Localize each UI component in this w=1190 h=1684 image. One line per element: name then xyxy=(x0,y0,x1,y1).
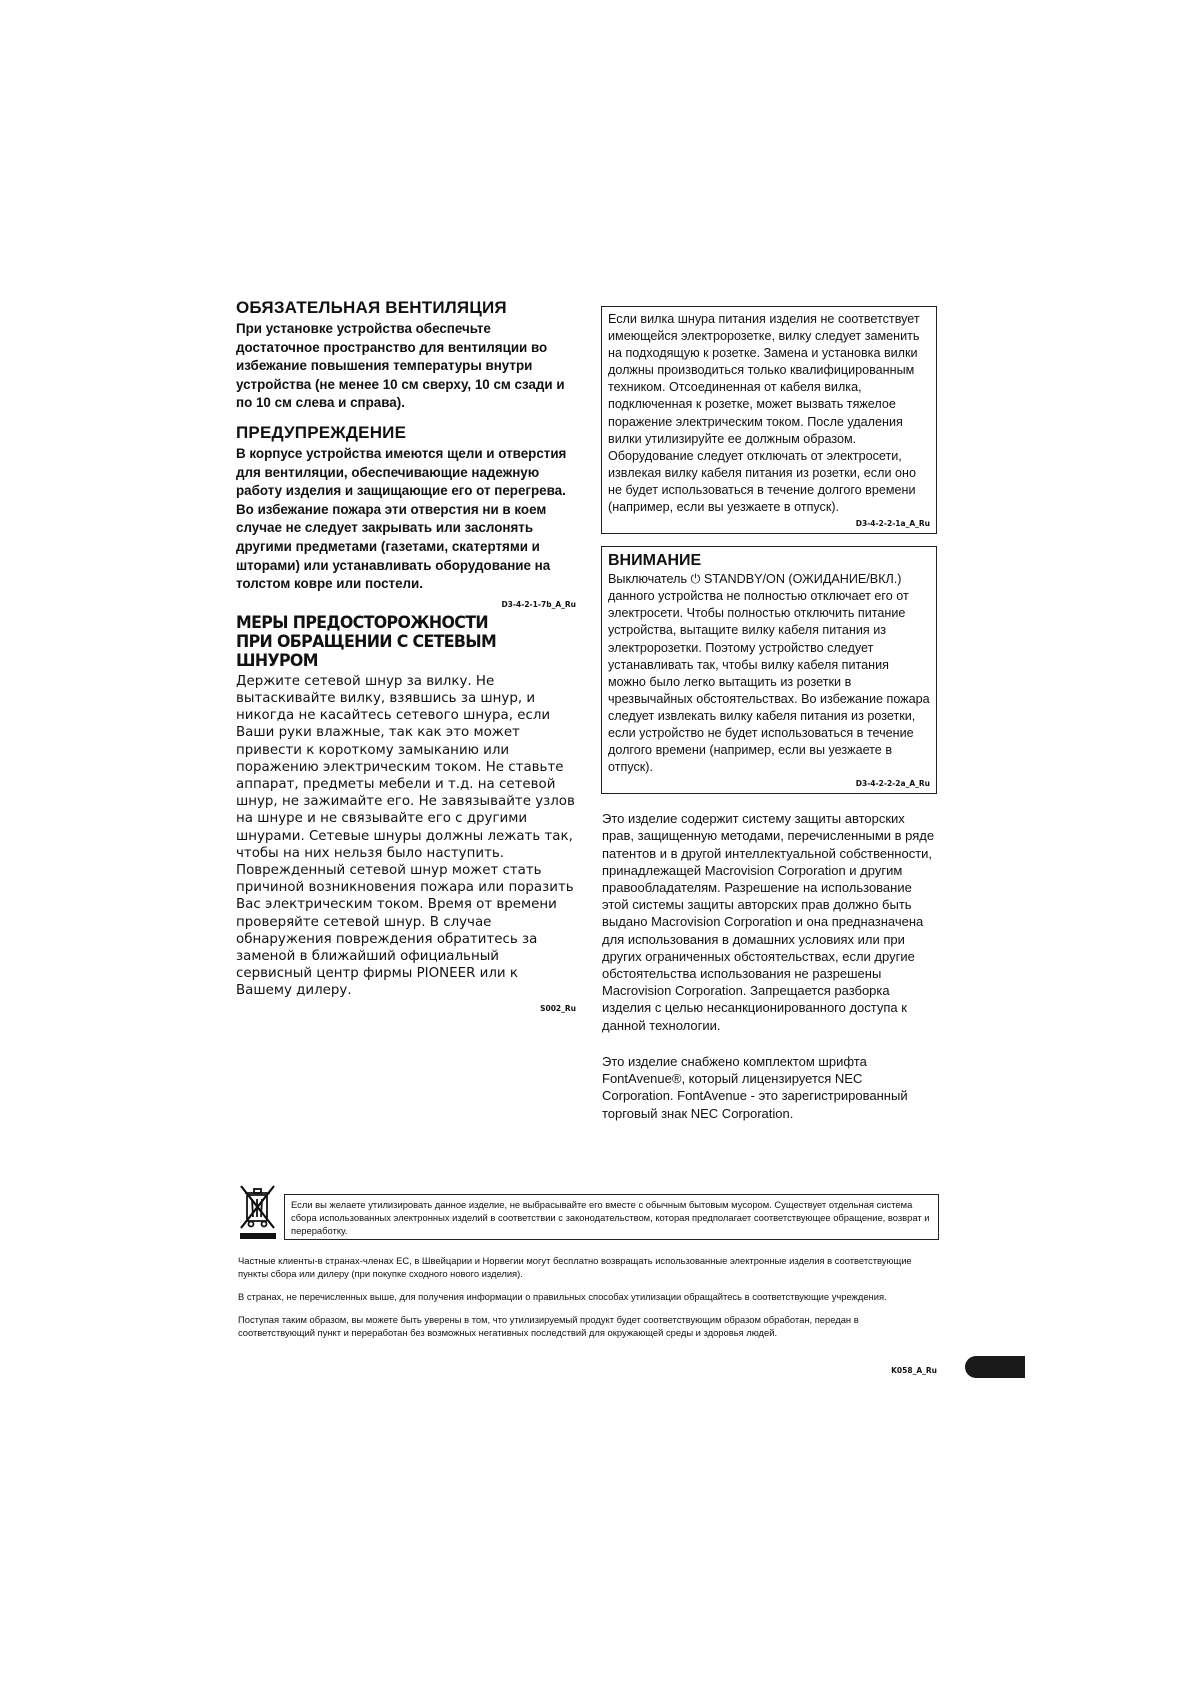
warning-text: В корпусе устройства имеются щели и отверстия для вентиляции, обеспечивающие надежную работу изделия и защищающие его от перегрева. Во избежание пожара эти отверстия ни в коем случае не следует закрывать или заслонять другими предметами (газетами, скатертями и шторами) или устанавливать оборудование на толстом ковре или постели. xyxy=(236,445,567,592)
fontavenue-text: Это изделие снабжено комплектом шрифта FontAvenue®, который лицензируется NEC Corporation. FontAvenue - это зарегистрированный торговый знак NEC Corporation. xyxy=(602,1053,908,1121)
caution-title: ВНИМАНИЕ xyxy=(608,552,702,570)
caution-code: D3-4-2-2-2a_A_Ru xyxy=(855,779,930,789)
crossed-out-wheelie-bin-icon xyxy=(238,1183,278,1241)
caution-box xyxy=(601,546,937,794)
disposal-paragraph-1: Частные клиенты-в странах-членах ЕС, в Швейцарии и Норвегии могут бесплатно возвращать использованные электронные изделия в соответствующие пункты сбора или дилеру (при покупке сходного нового изделия). xyxy=(238,1255,912,1279)
plug-notice-box xyxy=(601,306,937,534)
warning-code: D3-4-2-1-7b_A_Ru xyxy=(501,599,576,609)
right-column xyxy=(601,306,937,1122)
ventilation-title: ОБЯЗАТЕЛЬНАЯ ВЕНТИЛЯЦИЯ xyxy=(236,298,507,317)
disposal-box xyxy=(284,1194,939,1240)
plug-notice-text: Если вилка шнура питания изделия не соответствует имеющейся электророзетке, вилку следует заменить на подходящую к розетке. Замена и установка вилки должны производиться только квалифицированным техником. Отсоединенная от кабеля вилка, подключенная к розетке, может вызвать тяжелое поражение электрическим током. После удаления вилки утилизируйте ее должным образом. Оборудование следует отключать от электросети, извлекая вилку кабеля питания из розетки, если оно не будет использоваться в течение долгого времени (например, если вы уезжаете в отпуск). xyxy=(608,312,920,515)
page-tab xyxy=(965,1356,1025,1378)
disposal-notes xyxy=(238,1254,938,1339)
plug-notice-code: D3-4-2-2-1a_A_Ru xyxy=(855,519,930,529)
disposal-paragraph-2: В странах, не перечисленных выше, для получения информации о правильных способах утилизации обращайтесь в соответствующие учреждения. xyxy=(238,1291,887,1302)
warning-title: ПРЕДУПРЕЖДЕНИЕ xyxy=(236,422,407,442)
macrovision-text: Это изделие содержит систему защиты авторских прав, защищенную методами, перечисленными в ряде патентов и в другой интеллектуальной собственности, принадлежащей Macrovision Corporation и другим правообладателям. Разрешение на использование этой системы защиты авторских прав должно быть выдано Macrovision Corporation и она предназначена для использования в домашних условиях или при других ограниченных обстоятельствах, если другие обстоятельства использования не разрешены Macrovision Corporation. Запрещается разборка изделия с целью несанкционированного доступа к данной технологии. xyxy=(602,811,935,1033)
disposal-box-text: Если вы желаете утилизировать данное изделие, не выбрасывайте его вместе с обычным бытовым мусором. Существует отдельная система сбора использованных электронных изделий в соответствии с законодательством, которая предполагает соответствующее обращение, возврат и переработку. xyxy=(291,1199,930,1237)
ventilation-text: При установке устройства обеспечьте достаточное пространство для вентиляции во избежание повышения температуры внутри устройства (не менее 10 см сверху, 10 см сзади и по 10 см слева и справа). xyxy=(236,321,565,411)
power-cord-code: S002_Ru xyxy=(540,1003,576,1013)
left-column xyxy=(236,298,576,1014)
license-notes xyxy=(601,810,937,1121)
disposal-paragraph-3: Поступая таким образом, вы можете быть уверены в том, что утилизируемый продукт будет соответствующим образом обработан, передан в соответствующий пункт и переработан без возможных негативных последствий для окружающей среды и здоровья людей. xyxy=(238,1314,859,1338)
caution-text: Выключатель ⏻ STANDBY/ON (ОЖИДАНИЕ/ВКЛ.) данного устройства не полностью отключает его от электросети. Чтобы полностью отключить питание устройства, вытащите вилку кабеля питания из электророзетки. Поэтому устройство следует устанавливать так, чтобы вилку кабеля питания можно было легко вытащить из розетки в чрезвычайных обстоятельствах. Во избежание пожара следует извлекать вилку кабеля питания из розетки, если устройство не будет использоваться в течение долгого времени (например, если вы уезжаете в отпуск). xyxy=(608,572,930,775)
disposal-code: K058_A_Ru xyxy=(891,1366,937,1375)
power-cord-text: Держите сетевой шнур за вилку. Не вытаскивайте вилку, взявшись за шнур, и никогда не касайтесь сетевого шнура, если Ваши руки влажные, так как это может привести к короткому замыканию или поражению электрическим током. Не ставьте аппарат, предметы мебели и т.д. на сетевой шнур, не зажимайте его. Не завязывайте узлов на шнуре и не связывайте его с другими шнурами. Сетевые шнуры должны лежать так, чтобы на них нельзя было наступить. Поврежденный сетевой шнур может стать причиной возникновения пожара или поразить Вас электрическим током. Время от времени проверяйте сетевой шнур. В случае обнаружения повреждения обратитесь за заменой в ближайший официальный сервисный центр фирмы PIONEER или к Вашему дилеру. xyxy=(236,673,575,999)
power-cord-title: МЕРЫ ПРЕДОСТОРОЖНОСТИ ПРИ ОБРАЩЕНИИ С СЕТЕВЫМ ШНУРОМ xyxy=(236,612,497,671)
